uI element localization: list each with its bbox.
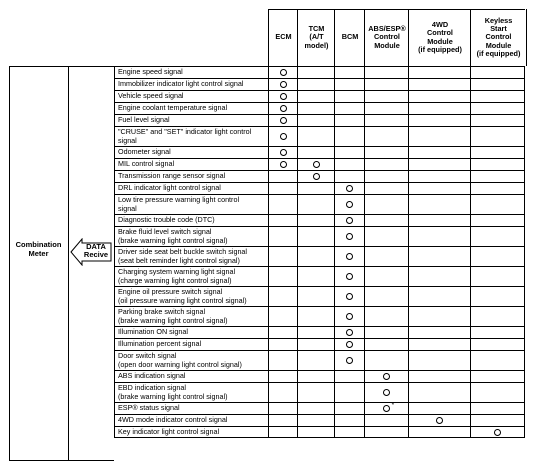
signal-name: Illumination percent signal <box>114 339 268 350</box>
table-row <box>114 102 525 114</box>
cell-fwd <box>408 195 470 214</box>
cell-keyless <box>470 147 525 158</box>
circle-mark-icon <box>280 105 287 112</box>
cell-fwd <box>408 67 470 78</box>
cell-fwd <box>408 427 470 437</box>
table-row <box>114 170 525 182</box>
circle-mark-icon <box>346 253 353 260</box>
cell-keyless <box>470 159 525 170</box>
cell-keyless <box>470 327 525 338</box>
cell-ecm <box>268 307 297 326</box>
cell-abs <box>364 415 408 426</box>
cell-ecm <box>268 227 297 246</box>
cell-tcm <box>297 371 334 382</box>
cell-ecm <box>268 267 297 286</box>
cell-ecm <box>268 427 297 437</box>
cell-abs <box>364 403 408 414</box>
cell-keyless <box>470 267 525 286</box>
signal-name: DRL indicator light control signal <box>114 183 268 194</box>
cell-abs <box>364 427 408 437</box>
signal-name: Illumination ON signal <box>114 327 268 338</box>
cell-abs <box>364 183 408 194</box>
cell-fwd <box>408 91 470 102</box>
signal-name: Driver side seat belt buckle switch signal (seat belt reminder light control signal) <box>114 247 268 266</box>
table-row <box>114 90 525 102</box>
cell-keyless <box>470 171 525 182</box>
cell-fwd <box>408 183 470 194</box>
cell-tcm <box>297 351 334 370</box>
cell-tcm <box>297 147 334 158</box>
cell-abs <box>364 327 408 338</box>
cell-ecm <box>268 215 297 226</box>
cell-keyless <box>470 287 525 306</box>
cell-keyless <box>470 307 525 326</box>
cell-fwd <box>408 351 470 370</box>
cell-tcm <box>297 307 334 326</box>
cell-ecm <box>268 371 297 382</box>
cell-abs <box>364 147 408 158</box>
table-row <box>114 78 525 90</box>
signal-name: EBD indication signal (brake warning light control signal) <box>114 383 268 402</box>
cell-abs <box>364 159 408 170</box>
signal-name: Brake fluid level switch signal (brake warning light control signal) <box>114 227 268 246</box>
cell-keyless <box>470 195 525 214</box>
cell-bcm <box>334 427 364 437</box>
cell-tcm <box>297 427 334 437</box>
cell-ecm <box>268 67 297 78</box>
cell-tcm <box>297 183 334 194</box>
cell-fwd <box>408 159 470 170</box>
signal-name: Key indicator light control signal <box>114 427 268 437</box>
signal-name: Low tire pressure warning light control signal <box>114 195 268 214</box>
cell-fwd <box>408 147 470 158</box>
data-receive-arrow <box>70 238 112 266</box>
cell-abs <box>364 195 408 214</box>
column-header-tcm: TCM (A/T model) <box>297 9 335 66</box>
table-row <box>114 182 525 194</box>
cell-ecm <box>268 403 297 414</box>
cell-tcm <box>297 339 334 350</box>
cell-abs <box>364 247 408 266</box>
cell-fwd <box>408 79 470 90</box>
cell-abs <box>364 115 408 126</box>
circle-mark-icon <box>280 117 287 124</box>
cell-tcm <box>297 227 334 246</box>
cell-keyless <box>470 79 525 90</box>
cell-tcm <box>297 127 334 146</box>
circle-mark-icon <box>280 133 287 140</box>
cell-ecm <box>268 159 297 170</box>
cell-tcm <box>297 103 334 114</box>
table-row <box>114 226 525 246</box>
signal-name: Diagnostic trouble code (DTC) <box>114 215 268 226</box>
cell-tcm <box>297 415 334 426</box>
circle-mark-icon <box>280 93 287 100</box>
circle-mark-icon <box>346 201 353 208</box>
cell-fwd <box>408 115 470 126</box>
cell-bcm <box>334 327 364 338</box>
table-row <box>114 66 525 78</box>
cell-tcm <box>297 159 334 170</box>
circle-mark-icon <box>346 293 353 300</box>
cell-ecm <box>268 147 297 158</box>
cell-keyless <box>470 115 525 126</box>
cell-tcm <box>297 115 334 126</box>
cell-ecm <box>268 287 297 306</box>
cell-ecm <box>268 103 297 114</box>
cell-ecm <box>268 91 297 102</box>
circle-mark-icon <box>346 357 353 364</box>
cell-keyless <box>470 339 525 350</box>
cell-abs <box>364 307 408 326</box>
cell-keyless <box>470 427 525 437</box>
cell-bcm <box>334 171 364 182</box>
cell-fwd <box>408 307 470 326</box>
cell-abs <box>364 171 408 182</box>
cell-tcm <box>297 171 334 182</box>
cell-abs <box>364 227 408 246</box>
cell-fwd <box>408 171 470 182</box>
cell-fwd <box>408 383 470 402</box>
circle-mark-icon <box>346 329 353 336</box>
cell-abs <box>364 79 408 90</box>
signal-name: Engine speed signal <box>114 67 268 78</box>
cell-abs <box>364 339 408 350</box>
footnote-marker: * <box>391 402 395 409</box>
table-row <box>114 402 525 414</box>
signal-name: Door switch signal (open door warning light control signal) <box>114 351 268 370</box>
column-header-abs: ABS/ESP® Control Module <box>364 9 409 66</box>
cell-tcm <box>297 91 334 102</box>
cell-bcm <box>334 215 364 226</box>
cell-bcm <box>334 339 364 350</box>
signal-name: ABS indication signal <box>114 371 268 382</box>
signal-name: Engine coolant temperature signal <box>114 103 268 114</box>
circle-mark-icon <box>313 161 320 168</box>
signal-name: Parking brake switch signal (brake warning light control signal) <box>114 307 268 326</box>
cell-tcm <box>297 267 334 286</box>
table-row <box>114 326 525 338</box>
cell-abs <box>364 91 408 102</box>
cell-abs <box>364 287 408 306</box>
signal-name: Engine oil pressure switch signal (oil pressure warning light control signal) <box>114 287 268 306</box>
cell-bcm <box>334 115 364 126</box>
cell-bcm <box>334 147 364 158</box>
cell-keyless <box>470 403 525 414</box>
cell-keyless <box>470 127 525 146</box>
cell-fwd <box>408 371 470 382</box>
signal-grid <box>114 66 525 461</box>
circle-mark-icon <box>383 389 390 396</box>
cell-bcm <box>334 267 364 286</box>
cell-bcm <box>334 403 364 414</box>
cell-fwd <box>408 215 470 226</box>
cell-bcm <box>334 247 364 266</box>
circle-mark-icon <box>383 405 390 412</box>
cell-ecm <box>268 115 297 126</box>
table-row <box>114 338 525 350</box>
cell-tcm <box>297 215 334 226</box>
circle-mark-icon <box>280 69 287 76</box>
cell-keyless <box>470 103 525 114</box>
cell-bcm <box>334 227 364 246</box>
cell-tcm <box>297 195 334 214</box>
table-row <box>114 306 525 326</box>
cell-keyless <box>470 371 525 382</box>
cell-abs <box>364 67 408 78</box>
cell-abs <box>364 127 408 146</box>
signal-name: Fuel level signal <box>114 115 268 126</box>
table-row <box>114 126 525 146</box>
cell-ecm <box>268 339 297 350</box>
cell-keyless <box>470 91 525 102</box>
cell-abs <box>364 267 408 286</box>
cell-tcm <box>297 327 334 338</box>
cell-ecm <box>268 383 297 402</box>
column-header-ecm: ECM <box>268 9 298 66</box>
data-receive-label: DATA Recive <box>83 242 109 259</box>
cell-fwd <box>408 267 470 286</box>
cell-bcm <box>334 351 364 370</box>
cell-bcm <box>334 127 364 146</box>
cell-ecm <box>268 351 297 370</box>
cell-bcm <box>334 183 364 194</box>
cell-fwd <box>408 415 470 426</box>
cell-ecm <box>268 183 297 194</box>
cell-bcm <box>334 383 364 402</box>
circle-mark-icon <box>346 341 353 348</box>
cell-fwd <box>408 227 470 246</box>
circle-mark-icon <box>494 429 501 436</box>
cell-bcm <box>334 79 364 90</box>
table-row <box>114 114 525 126</box>
table-row <box>114 382 525 402</box>
cell-abs <box>364 215 408 226</box>
cell-abs <box>364 103 408 114</box>
table-row <box>114 266 525 286</box>
cell-ecm <box>268 127 297 146</box>
circle-mark-icon <box>436 417 443 424</box>
table-row <box>114 350 525 370</box>
signal-name: MIL control signal <box>114 159 268 170</box>
cell-keyless <box>470 227 525 246</box>
combination-meter-label: Combination Meter <box>15 240 62 258</box>
cell-fwd <box>408 247 470 266</box>
cell-ecm <box>268 171 297 182</box>
cell-abs <box>364 371 408 382</box>
circle-mark-icon <box>280 149 287 156</box>
cell-tcm <box>297 403 334 414</box>
cell-keyless <box>470 415 525 426</box>
table-row <box>114 194 525 214</box>
cell-tcm <box>297 79 334 90</box>
circle-mark-icon <box>346 217 353 224</box>
cell-bcm <box>334 103 364 114</box>
column-header-bcm: BCM <box>334 9 365 66</box>
cell-bcm <box>334 371 364 382</box>
table-row <box>114 414 525 426</box>
circle-mark-icon <box>346 233 353 240</box>
circle-mark-icon <box>280 161 287 168</box>
circle-mark-icon <box>383 373 390 380</box>
signal-name: Odometer signal <box>114 147 268 158</box>
column-header-fwd: 4WD Control Module (if equipped) <box>408 9 471 66</box>
table-row <box>114 426 525 438</box>
cell-fwd <box>408 287 470 306</box>
cell-keyless <box>470 183 525 194</box>
cell-fwd <box>408 339 470 350</box>
cell-tcm <box>297 383 334 402</box>
circle-mark-icon <box>346 273 353 280</box>
cell-keyless <box>470 67 525 78</box>
cell-tcm <box>297 247 334 266</box>
signal-name: Transmission range sensor signal <box>114 171 268 182</box>
signal-name: "CRUSE" and "SET" indicator light control signal <box>114 127 268 146</box>
cell-fwd <box>408 103 470 114</box>
circle-mark-icon <box>346 185 353 192</box>
cell-ecm <box>268 247 297 266</box>
cell-tcm <box>297 287 334 306</box>
cell-abs <box>364 351 408 370</box>
circle-mark-icon <box>346 313 353 320</box>
cell-abs <box>364 383 408 402</box>
cell-tcm <box>297 67 334 78</box>
cell-bcm <box>334 307 364 326</box>
table-row <box>114 286 525 306</box>
signal-name: ESP® status signal <box>114 403 268 414</box>
cell-ecm <box>268 415 297 426</box>
cell-bcm <box>334 287 364 306</box>
circle-mark-icon <box>280 81 287 88</box>
cell-keyless <box>470 247 525 266</box>
cell-ecm <box>268 79 297 90</box>
table-row <box>114 370 525 382</box>
table-row <box>114 214 525 226</box>
cell-bcm <box>334 415 364 426</box>
cell-keyless <box>470 215 525 226</box>
cell-bcm <box>334 159 364 170</box>
table-row <box>114 246 525 266</box>
signal-name: Vehicle speed signal <box>114 91 268 102</box>
signal-name: Immobilizer indicator light control signal <box>114 79 268 90</box>
table-row <box>114 146 525 158</box>
table-row <box>114 158 525 170</box>
signal-name: Charging system warning light signal (charge warning light control signal) <box>114 267 268 286</box>
cell-bcm <box>334 91 364 102</box>
cell-bcm <box>334 67 364 78</box>
column-header-keyless: Keyless Start Control Module (if equipped) <box>470 9 527 66</box>
cell-fwd <box>408 403 470 414</box>
cell-ecm <box>268 195 297 214</box>
cell-keyless <box>470 383 525 402</box>
cell-fwd <box>408 127 470 146</box>
cell-ecm <box>268 327 297 338</box>
cell-fwd <box>408 327 470 338</box>
cell-keyless <box>470 351 525 370</box>
cell-bcm <box>334 195 364 214</box>
signal-name: 4WD mode indicator control signal <box>114 415 268 426</box>
left-divider <box>68 66 69 461</box>
circle-mark-icon <box>313 173 320 180</box>
